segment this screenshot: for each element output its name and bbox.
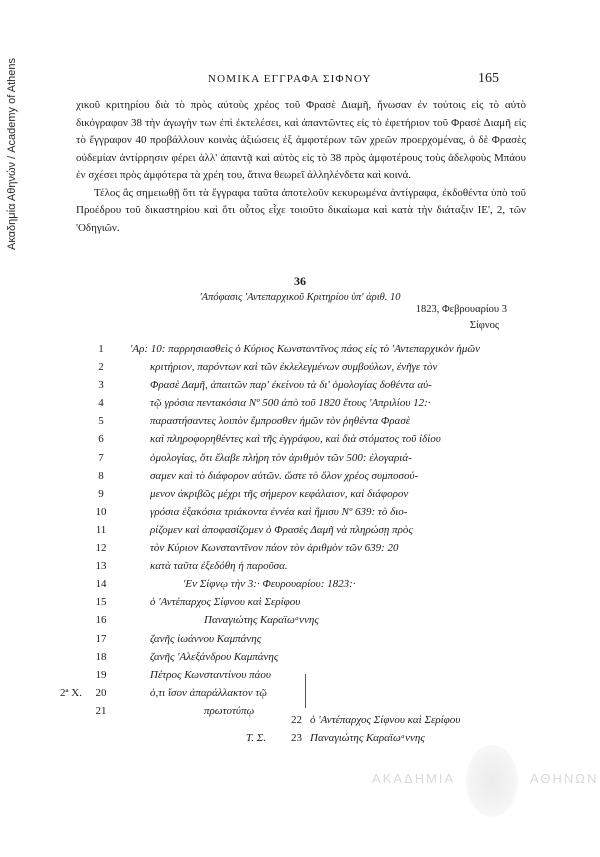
line-number: 11 — [95, 523, 107, 536]
document-date: 1823, Φεβρουαρίου 3 — [415, 304, 507, 315]
transcription-line — [0, 542, 600, 560]
line-text: γρόσια ἑξακόσια τριάκοντα ἐννέα καὶ ἥμισυ Nº 639: τὸ διο- — [150, 505, 408, 518]
line-margin-note: 2ª Χ. — [60, 686, 82, 699]
transcription-line — [0, 633, 600, 651]
line-number: 22 — [291, 714, 302, 726]
line-number: 5 — [98, 415, 104, 428]
line-text: ὁ,τι ἴσον ἀπαράλλακτον τῷ — [150, 686, 268, 699]
transcription-line — [0, 669, 600, 687]
intro-text — [76, 97, 526, 237]
intro-line: εἰς τὸ 38 πρὸς ἀμφοτέρους τοὺς ἀδελφοὺς Μπάου ἐν σχέσει πρὸς ἀμφότερα τὰ χρέη — [76, 151, 526, 181]
line-number: 4 — [98, 397, 104, 410]
running-header — [0, 73, 600, 93]
line-number: 21 — [95, 704, 107, 717]
line-text: ρίζομεν καὶ ἀποφασίζομεν ὁ Φρασὲς Δαμῆ νὰ πληρώσῃ πρὸς — [150, 523, 413, 536]
intro-paragraph — [76, 97, 526, 185]
intro-line: του, ἅτινα θεωρεῖ ἀλληλένδετα καὶ κοινά. — [226, 169, 412, 181]
line-number: 7 — [98, 451, 104, 464]
transcription-line — [0, 506, 600, 524]
watermark-right: ΑΘΗΝΩΝ — [530, 771, 599, 786]
transcription-line — [0, 614, 600, 632]
transcription-line — [0, 452, 600, 470]
intro-line: αὐτὸ δικόγραφον 38 τὴν ἀγωγὴν των ἐπὶ ἐκτελέσει, καὶ ἀπαντῶντες εἰς τὸ ἐφετήριον — [76, 99, 527, 129]
document-title: 'Απόφασις 'Αντεπαρχικοῦ Κριτηρίου ὑπ' ἀριθ. 10 — [199, 292, 401, 303]
line-text: Φρασὲ Δαμῆ, ἀπαιτῶν παρ' ἐκείνου τὰ δι' ὁμολογίας δοθέντα αὐ- — [150, 379, 432, 392]
line-number: 12 — [95, 542, 107, 555]
transcription-line — [0, 524, 600, 542]
line-text: τὸν Κύριον Κωνσταντῖνον πάον τὸν ἀριθμὸν τῶν 639: 20 — [150, 542, 399, 555]
transcription-line — [0, 651, 600, 669]
running-header-title: ΝΟΜΙΚΑ ΕΓΓΡΑΦΑ ΣΙΦΝΟΥ — [208, 73, 372, 85]
line-text: ὁ 'Αντέπαρχος Σίφνου καὶ Σερίφου — [310, 714, 461, 726]
line-number: 6 — [98, 433, 104, 446]
line-text: ὁμολογίας, ὅτι ἔλαβε πλήρη τὸν ἀριθμὸν τῶν 500: ἐλογαριά- — [150, 451, 412, 464]
line-text: Πέτρος Κωνσταντίνου πάου — [150, 668, 271, 681]
transcription-line — [0, 596, 600, 614]
transcription-line — [0, 379, 600, 397]
line-number: 14 — [95, 578, 107, 591]
watermark-left: ΑΚΑΔΗΜΙΑ — [372, 771, 456, 786]
line-text: ζανῆς 'Αλεξάνδρου Καμπάνης — [150, 650, 279, 663]
line-text: παραστήσαντες λοιπὸν ἔμπροσθεν ἡμῶν τὸν ῥηθέντα Φρασὲ — [150, 415, 411, 428]
line-number: 3 — [98, 379, 104, 392]
transcription-line — [0, 488, 600, 506]
line-text: 'Αρ: 10: παρρησιασθεὶς ὁ Κύριος Κωνσταντῖνος πάος εἰς τὸ 'Αντεπαρχικὸν ἡμῶν — [130, 343, 481, 355]
document-place: Σίφνος — [469, 320, 499, 331]
line-number: 10 — [95, 505, 107, 518]
line-text: μενον ἀκριβῶς μέχρι τῆς σήμερον κεφάλαιον, καὶ διάφορον — [150, 487, 409, 500]
transcription-line — [0, 415, 600, 433]
transcription-line — [0, 433, 600, 451]
line-number: 16 — [95, 614, 107, 627]
line-text: κριτήριον, παρόντων καὶ τῶν ἐκλελεγμένων συμβούλων, ἐνῆγε τὸν — [150, 361, 438, 374]
line-text: πρωτοτύπῳ — [204, 704, 255, 717]
line-text: σαμεν καὶ τὸ διάφορον αὐτῶν. ὥστε τὸ ὅλον χρέος συμποσού- — [150, 469, 419, 482]
line-number: 13 — [95, 560, 107, 573]
transcription-line — [0, 470, 600, 488]
line-text: Παναγιώτης Καραϊωᵃννης — [310, 732, 425, 744]
line-number: 20 — [95, 686, 107, 699]
archive-side-label: Ακαδημία Αθηνών / Academy of Athens — [6, 58, 18, 251]
margin-rule — [305, 674, 306, 708]
line-text: κατὰ ταῦτα ἐξεδόθη ἡ παροῦσα. — [150, 560, 288, 573]
transcription-line — [0, 578, 600, 596]
line-number: 15 — [95, 596, 107, 609]
line-text: τῷ γρόσια πεντακόσια Νº 500 ἀπὸ τοῦ 1820 ἔτους 'Απριλίου 12:· — [150, 397, 431, 410]
transcription-line — [0, 343, 600, 361]
transcription-line — [0, 560, 600, 578]
transcription-line — [0, 397, 600, 415]
line-number: 9 — [98, 487, 104, 500]
seal-abbreviation: Τ. Σ. — [246, 732, 267, 744]
line-number: 17 — [95, 632, 107, 645]
line-number: 1 — [98, 343, 104, 355]
line-text: ὁ 'Αντέπαρχος Σίφνου καὶ Σερίφου — [150, 596, 301, 609]
line-number: 18 — [95, 650, 107, 663]
transcription-lines — [0, 343, 600, 723]
line-number: 19 — [95, 668, 107, 681]
line-number: 23 — [291, 732, 302, 744]
document-number: 36 — [294, 274, 306, 288]
line-text: καὶ πληροφορηθέντες καὶ τῆς ἐγγράφου, καὶ διὰ στόματος τοῦ ἰδίου — [150, 433, 441, 446]
note-paragraph: Τέλος ἂς σημειωθῇ ὅτι τὰ ἔγγραφα ταῦτα ἀποτελοῦν κεκυρωμένα ἀντίγραφα, ἐκδοθέντα ὑπὸ τοῦ Προέδρου τοῦ δικαστηρίου καὶ ὅτι οὗτος εἶχε τοιοῦτο δικαίωμα καὶ κατὰ τὴν διάταξιν ΙΕ', 2, τῶν 'Οδηγιῶν. — [76, 186, 526, 234]
transcription-line — [0, 361, 600, 379]
line-text: 'Εν Σίφνῳ τὴν 3:· Φευρουαρίου: 1823:· — [183, 578, 356, 591]
line-text: Παναγιώτης Καραϊωᵃννης — [204, 614, 319, 627]
page-number: 165 — [478, 71, 499, 86]
line-text: ζανῆς ἰωάννου Καμπάνης — [150, 632, 262, 645]
line-number: 2 — [98, 361, 104, 374]
intro-line: τοῦ Φρασὲ Διαμῆ εἰς τὸ ἔγγραφον 40 προβάλλουν κοινὰς ἀξιώσεις ἐξ ἀμφοτέρων τῶν — [76, 116, 526, 146]
transcription-line — [0, 687, 600, 705]
academy-seal — [466, 745, 518, 817]
intro-line: χρεῶν προερχομένας, ὁ δὲ Φρασὲς οὐδεμίαν ἀντίρρησιν φέρει ἀλλ' ἀπαντᾷ καὶ αὐτὸς — [76, 134, 526, 164]
intro-line: χικοῦ κριτηρίου διὰ τὸ πρὸς αὐτοὺς χρέος τοῦ Φρασὲ Διαμῆ, ἤνωσαν ἐν τούτοις εἰς τὸ — [76, 99, 500, 111]
line-number: 8 — [98, 469, 104, 482]
